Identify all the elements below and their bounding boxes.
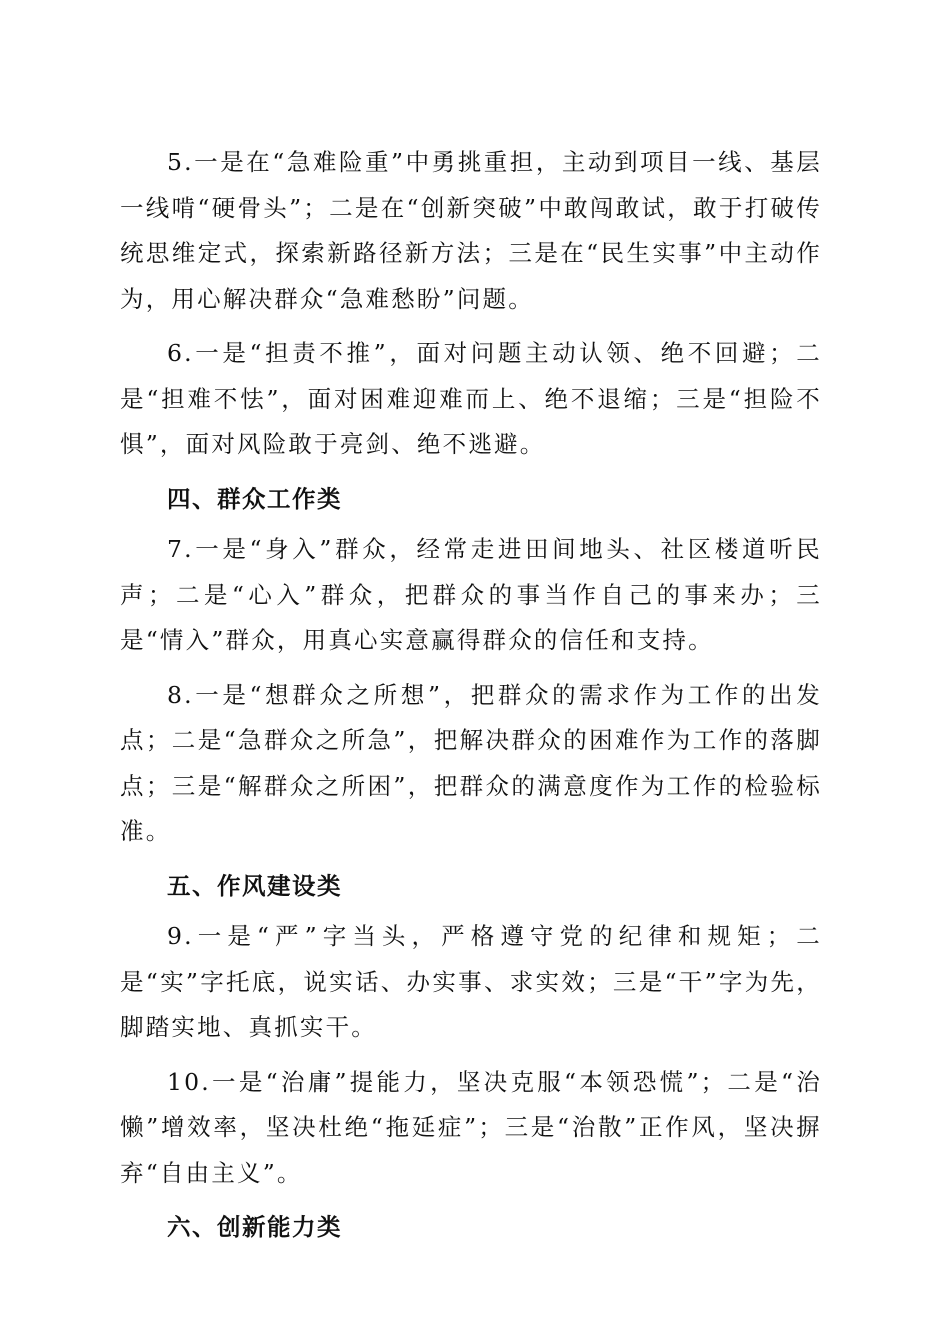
paragraph-item-9: 9.一是“严”字当头，严格遵守党的纪律和规矩；二是“实”字托底，说实话、办实事、求实效；三是“干”字为先，脚踏实地、真抓实干。 [120, 922, 822, 1041]
section-heading-work-style: 五、作风建设类 [167, 871, 342, 900]
document-body [120, 140, 822, 1256]
paragraph-item-7: 7.一是“身入”群众，经常走进田间地头、社区楼道听民声；二是“心入”群众，把群众的事当作自己的事来办；三是“情入”群众，用真心实意赢得群众的信任和支持。 [120, 535, 822, 654]
section-heading-mass-work: 四、群众工作类 [167, 484, 342, 513]
paragraph-item-8: 8.一是“想群众之所想”，把群众的需求作为工作的出发点；二是“急群众之所急”，把解决群众的困难作为工作的落脚点；三是“解群众之所困”，把群众的满意度作为工作的检验标准。 [120, 680, 822, 845]
paragraph-item-5: 5.一是在“急难险重”中勇挑重担，主动到项目一线、基层一线啃“硬骨头”；二是在“创新突破”中敢闯敢试，敢于打破传统思维定式，探索新路径新方法；三是在“民生实事”中主动作为，用心解决群众“急难愁盼”问题。 [120, 148, 822, 313]
paragraph-item-10: 10.一是“治庸”提能力，坚决克服“本领恐慌”；二是“治懒”增效率，坚决杜绝“拖延症”；三是“治散”正作风，坚决摒弃“自由主义”。 [120, 1067, 822, 1187]
paragraph-item-6: 6.一是“担责不推”，面对问题主动认领、绝不回避；二是“担难不怯”，面对困难迎难而上、绝不退缩；三是“担险不惧”，面对风险敢于亮剑、绝不逃避。 [120, 339, 822, 458]
section-heading-innovation: 六、创新能力类 [167, 1213, 342, 1241]
